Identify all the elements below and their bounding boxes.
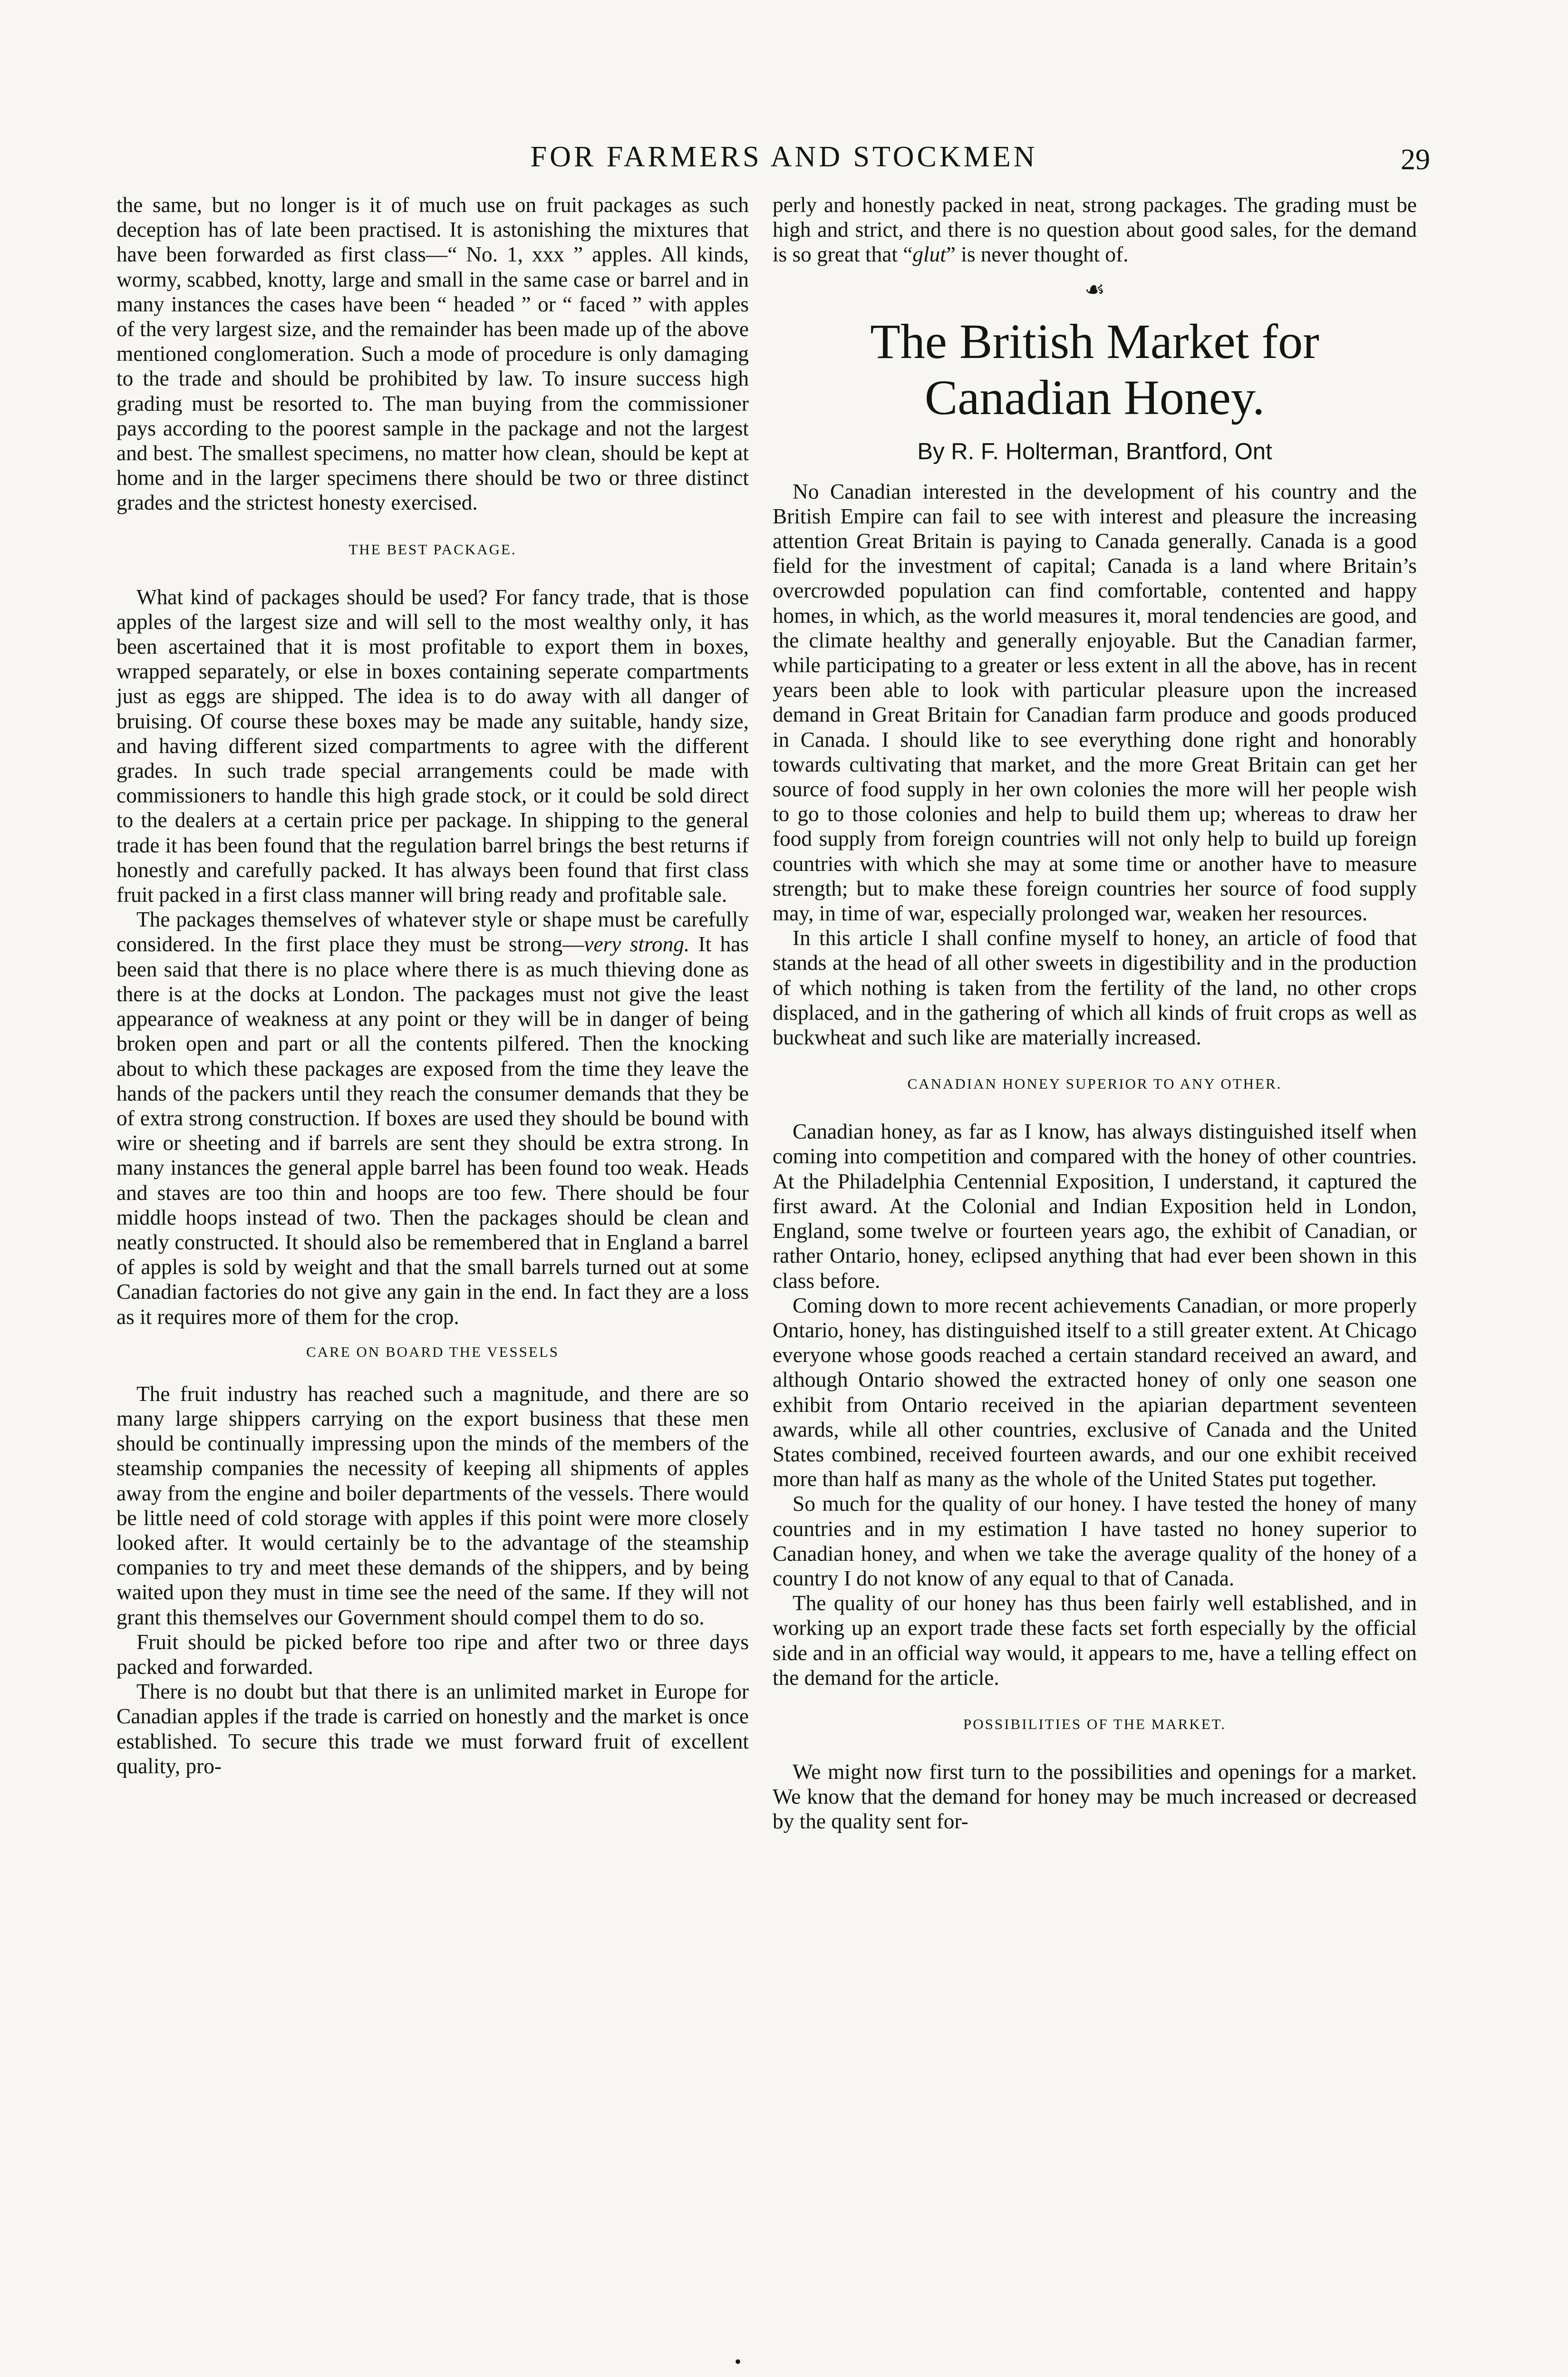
- left-paragraph-1: the same, but no longer is it of much use on fruit packages as such deception has of late been practised. It is astonishing the mixtures that have been forwarded as first class—“ No. 1, xxx ” apples. All kinds, wormy, scabbed, knotty, large and small in the same case or barrel and in many instances the cases have been “ headed ” or “ faced ” with apples of the very largest size, and the remainder has been made up of the above mentioned conglomeration. Such a mode of procedure is only damaging to the trade and should be prohibited by law. To insure success high grading must be resorted to. The man buying from the commissioner pays according to the poorest sample in the package and not the largest and best. The smallest specimens, no matter how clean, should be kept at home and in the larger specimens there should be two or three distinct grades and the strictest honesty exercised.: [116, 193, 749, 515]
- running-title: FOR FARMERS AND STOCKMEN: [530, 141, 1038, 173]
- left-paragraph-3-start: The packages themselves of whatever style or shape must be carefully considered. In the first place they must be strong—: [116, 908, 749, 957]
- subheading-care-on-board: CARE ON BOARD THE VESSELS: [306, 1343, 560, 1360]
- subheading-best-package: THE BEST PACKAGE.: [348, 541, 517, 558]
- right-paragraph-1-start: perly and honestly packed in neat, strong packages. The grading must be high and strict, and there is no question about good sales, for the demand is so great that “: [773, 193, 1417, 267]
- emphasis-very-strong: very strong.: [584, 932, 690, 957]
- right-paragraph-1: [773, 193, 1417, 267]
- left-paragraph-4: The fruit industry has reached such a magnitude, and there are so many large shippers carrying on the export business that these men should be continually impressing upon the minds of the members of the steamship companies the necessity of keeping all shipments of apples away from the engine and boiler departments of the vessels. There would be little need of cold storage with apples if this point were more closely looked after. It would certainly be to the advantage of the steamship companies to try and meet these demands of the shippers, and by being waited upon they must in time see the need of the same. If they will not grant this themselves our Government should compel them to do so.: [116, 1382, 749, 1629]
- page-number: 29: [1401, 144, 1430, 176]
- right-paragraph-3: In this article I shall confine myself to honey, an article of food that stands at the head of all other sweets in digestibility and in the production of which nothing is taken from the fertility of the land, no other crops displaced, and in the gathering of which all kinds of fruit crops as well as buckwheat and such like are materially increased.: [773, 926, 1417, 1050]
- byline: By R. F. Holterman, Brantford, Ont: [917, 438, 1272, 464]
- left-paragraph-3: [116, 907, 749, 1329]
- left-paragraph-3-rest: It has been said that there is no place where there is as much thieving done as there is at the docks at London. The packages must not give the least appearance of weakness at any point or they will be in danger of being broken open and part or all the contents pilfered. Then the knocking about to which these packages are exposed from the time they leave the hands of the packers until they reach the consumer demands that they be of extra strong construction. If boxes are used they should be bound with wire or sheeting and if barrels are sent they should be extra strong. In many instances the general apple barrel has been found too weak. Heads and staves are too thin and hoops are too few. There should be four middle hoops instead of two. Then the packages should be clean and neatly constructed. It should also be remembered that in England a barrel of apples is sold by weight and that the small barrels turned out at some Canadian factories do not give any gain in the end. In fact they are a loss as it requires more of them for the crop.: [116, 932, 749, 1329]
- subheading-possibilities-of-market: POSSIBILITIES OF THE MARKET.: [963, 1715, 1227, 1732]
- right-paragraph-8: We might now first turn to the possibilities and openings for a market. We know that the demand for honey may be much increased or decreased by the quality sent for-: [773, 1759, 1417, 1834]
- ornament-icon: ☙: [1084, 277, 1105, 302]
- right-paragraph-7: The quality of our honey has thus been fairly well established, and in working up an export trade these facts set forth especially by the official side and in an official way would, it appears to me, have a telling effect on the demand for the article.: [773, 1591, 1417, 1690]
- right-paragraph-2: No Canadian interested in the development of his country and the British Empire can fail to see with interest and pleasure the increasing attention Great Britain is paying to Canada generally. Canada is a good field for the investment of capital; Canada is a land where Britain’s overcrowded population can find comfortable, contented and happy homes, in which, as the world measures it, moral tendencies are good, and the climate healthy and generally enjoyable. But the Canadian farmer, while participating to a greater or less extent in all the above, has in recent years been able to look with particular pleasure upon the increased demand in Great Britain for Canadian farm produce and goods produced in Canada. I should like to see everything done right and honorably towards cultivating that market, and the more Great Britain can get her source of food supply in her own colonies the more will her people wish to go to those colonies and help to build them up; whereas to draw her food supply from foreign countries will not only help to build up foreign countries with which she may at some time or another have to measure strength; but to make these foreign countries her source of food supply may, in time of war, especially prolonged war, weaken her resources.: [773, 479, 1417, 926]
- right-paragraph-6: So much for the quality of our honey. I have tested the honey of many countries and in my estimation I have tasted no honey superior to Canadian honey, and when we take the average quality of the honey of a country I do not know of any equal to that of Canada.: [773, 1492, 1417, 1590]
- right-paragraph-4: Canadian honey, as far as I know, has always distinguished itself when coming into competition and compared with the honey of other countries. At the Philadelphia Centennial Exposition, I understand, it captured the first award. At the Colonial and Indian Exposition held in London, England, some twelve or fourteen years ago, the exhibit of Canadian, or rather Ontario, honey, eclipsed anything that had ever been shown in this class before.: [773, 1120, 1417, 1293]
- left-paragraph-2: What kind of packages should be used? For fancy trade, that is those apples of the largest size and will sell to the most wealthy only, it has been ascertained that it is most profitable to export them in boxes, wrapped separately, or else in boxes containing seperate compartments just as eggs are shipped. The idea is to do away with all danger of bruising. Of course these boxes may be made any suitable, handy size, and having different sized compartments to agree with the different grades. In such trade special arrangements could be made with commissioners to handle this high grade stock, or it could be sold direct to the dealers at a certain price per package. In shipping to the general trade it has been found that the regulation barrel brings the best returns if honestly and carefully packed. It has always been found that first class fruit packed in a first class manner will bring ready and profitable sale.: [116, 585, 749, 907]
- left-paragraph-6: There is no doubt but that there is an unlimited market in Europe for Canadian apples if the trade is carried on honestly and the market is once established. To secure this trade we must forward fruit of excellent quality, pro-: [116, 1680, 749, 1778]
- emphasis-glut: glut: [912, 242, 946, 267]
- page-header: [0, 138, 1568, 181]
- left-column: [116, 193, 749, 1778]
- right-column: [773, 193, 1417, 1834]
- subheading-canadian-honey-superior: CANADIAN HONEY SUPERIOR TO ANY OTHER.: [907, 1075, 1282, 1092]
- right-paragraph-5: Coming down to more recent achievements Canadian, or more properly Ontario, honey, has distinguished itself to a still greater extent. At Chicago everyone whose goods reached a certain standard received an award, and although Ontario showed the extracted honey of only one season one exhibit from Ontario received in the apiarian department seventeen awards, while all other countries, exclusive of Canada and the United States combined, received fourteen awards, and our one exhibit received more than half as many as the whole of the United States put together.: [773, 1293, 1417, 1491]
- right-paragraph-1-rest: ” is never thought of.: [946, 242, 1129, 267]
- footer-dot: •: [735, 2351, 742, 2372]
- left-paragraph-5: Fruit should be picked before too ripe and after two or three days packed and forwarded.: [116, 1630, 749, 1679]
- article-title: The British Market for Canadian Honey.: [870, 314, 1319, 425]
